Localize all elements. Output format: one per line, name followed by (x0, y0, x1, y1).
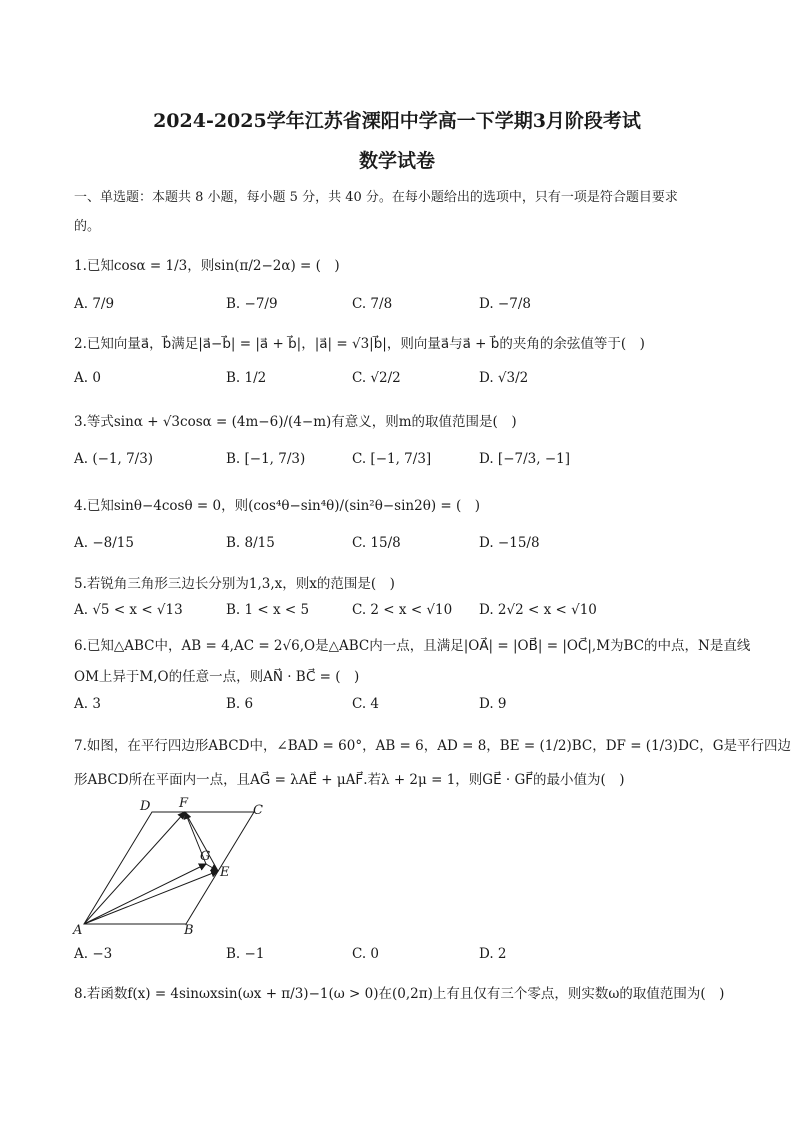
question-5-option-c: C. 2 < x < √10 (352, 602, 453, 618)
question-5-stem: 5.若锐角三角形三边长分别为1,3,x，则x的范围是( ) (74, 576, 395, 592)
question-7-stem-line1: 7.如图，在平行四边形ABCD中，∠BAD = 60°，AB = 6，AD = 8，BE = (1/2)BC，DF = (1/3)DC，G是平行四边 (74, 738, 792, 754)
question-1-option-a: A. 7/9 (74, 296, 115, 312)
section-instruction-line2: 的。 (74, 219, 101, 234)
question-3-option-c: C. [−1, 7/3] (352, 451, 432, 467)
label-f: F (179, 796, 189, 811)
page-subtitle: 数学试卷 (358, 150, 435, 172)
label-g: G (200, 849, 211, 864)
question-3-option-a: A. (−1, 7/3) (74, 451, 154, 467)
question-6-option-c: C. 4 (352, 696, 380, 712)
question-7-stem-line2: 形ABCD所在平面内一点，且AG⃗ = λAE⃗ + μAF⃗.若λ + 2μ = 1，则GE⃗ · GF⃗的最小值为( ) (74, 772, 625, 788)
question-2-option-a: A. 0 (74, 370, 101, 386)
question-7-option-c: C. 0 (352, 946, 380, 962)
question-3-option-b: B. [−1, 7/3) (226, 451, 306, 467)
question-4-stem: 4.已知sinθ−4cosθ = 0，则(cos⁴θ−sin⁴θ)/(sin²θ−sin2θ) = ( ) (74, 498, 481, 514)
question-4-option-c: C. 15/8 (352, 535, 401, 551)
label-e: E (220, 865, 230, 880)
question-4-option-d: D. −15/8 (479, 535, 540, 551)
question-6-stem-line1: 6.已知△ABC中，AB = 4,AC = 2√6,O是△ABC内一点，且满足|OA⃗| = |OB⃗| = |OC⃗|,M为BC的中点，N是直线 (74, 638, 751, 654)
label-d: D (140, 799, 151, 814)
vector-af (84, 812, 185, 924)
question-6-option-a: A. 3 (74, 696, 101, 712)
question-3-stem: 3.等式sinα + √3cosα = (4m−6)/(4−m)有意义，则m的取值范围是( ) (74, 414, 517, 430)
question-5-option-d: D. 2√2 < x < √10 (479, 602, 597, 618)
section-instruction-line1: 一、单选题：本题共 8 小题，每小题 5 分，共 40 分。在每小题给出的选项中，只有一项是符合题目要求 (74, 190, 678, 205)
question-7-option-b: B. −1 (226, 946, 265, 962)
question-7-option-d: D. 2 (479, 946, 507, 962)
question-2-option-b: B. 1/2 (226, 370, 267, 386)
question-8-stem: 8.若函数f(x) = 4sinωxsin(ωx + π/3)−1(ω > 0)在(0,2π)上有且仅有三个零点，则实数ω的取值范围为( ) (74, 986, 725, 1002)
question-6-stem-line2: OM上异于M,O的任意一点，则AN⃗ · BC⃗ = ( ) (74, 669, 360, 685)
question-2-stem: 2.已知向量a⃗，b⃗满足|a⃗−b⃗| = |a⃗ + b⃗|，|a⃗| = √3|b⃗|，则向量a⃗与a⃗ + b⃗的夹角的余弦值等于( ) (74, 336, 645, 352)
question-3-option-d: D. [−7/3, −1] (479, 451, 570, 467)
question-2-option-d: D. √3/2 (479, 370, 529, 386)
question-6-option-b: B. 6 (226, 696, 254, 712)
question-5-option-a: A. √5 < x < √13 (74, 602, 183, 618)
question-2-option-c: C. √2/2 (352, 370, 401, 386)
question-1-option-b: B. −7/9 (226, 296, 278, 312)
label-c: C (253, 803, 263, 818)
parallelogram-figure (70, 796, 280, 940)
question-1-stem: 1.已知cosα = 1/3，则sin(π/2−2α) = ( ) (74, 258, 340, 274)
question-4-option-b: B. 8/15 (226, 535, 275, 551)
label-b: B (184, 923, 194, 938)
question-1-option-d: D. −7/8 (479, 296, 531, 312)
question-1-option-c: C. 7/8 (352, 296, 393, 312)
label-a: A (73, 923, 83, 938)
question-5-option-b: B. 1 < x < 5 (226, 602, 310, 618)
vector-ae (84, 871, 218, 924)
question-7-option-a: A. −3 (74, 946, 113, 962)
question-4-option-a: A. −8/15 (74, 535, 134, 551)
page-title: 2024-2025学年江苏省溧阳中学高一下学期3月阶段考试 (153, 110, 641, 132)
question-6-option-d: D. 9 (479, 696, 507, 712)
